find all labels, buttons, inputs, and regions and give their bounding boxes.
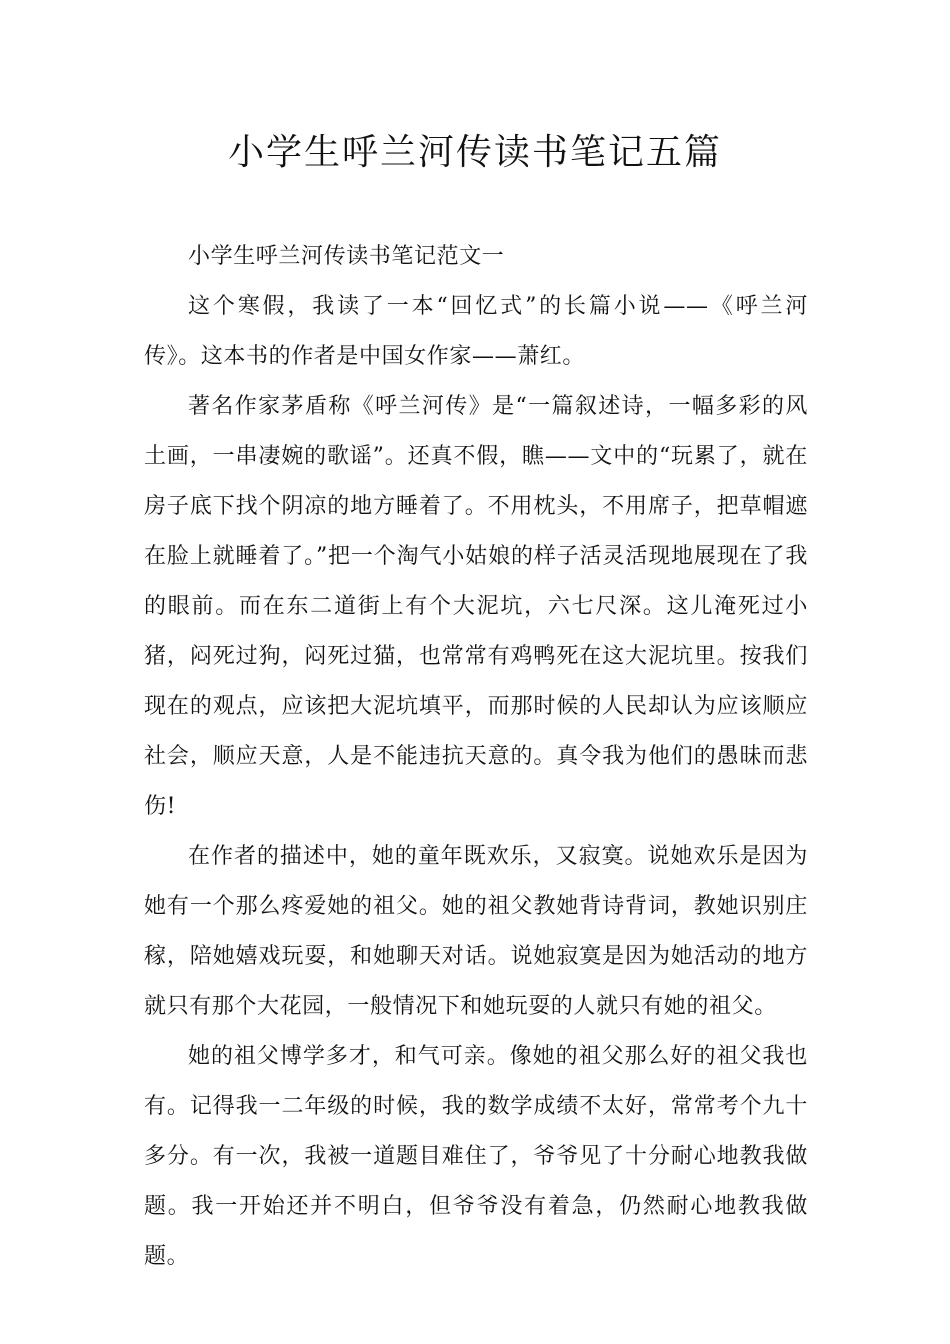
paragraph: 这个寒假，我读了一本“回忆式”的长篇小说——《呼兰河传》。这本书的作者是中国女作家——萧红。 [144, 294, 808, 369]
paragraph: 著名作家茅盾称《呼兰河传》是“一篇叙述诗，一幅多彩的风土画，一串凄婉的歌谣”。还真不假，瞧——文中的“玩累了，就在房子底下找个阴凉的地方睡着了。不用枕头，不用席子，把草帽遮在脸上就睡着了。”把一个淘气小姑娘的样子活灵活现地展现在了我的眼前。而在东二道街上有个大泥坑，六七尺深。这儿淹死过小猪，闷死过狗，闷死过猫，也常常有鸡鸭死在这大泥坑里。按我们现在的观点，应该把大泥坑填平，而那时候的人民却认为应该顺应社会，顺应天意，人是不能违抗天意的。真令我为他们的愚昧而悲伤! [144, 394, 808, 819]
paragraph: 在作者的描述中，她的童年既欢乐，又寂寞。说她欢乐是因为她有一个那么疼爱她的祖父。她的祖父教她背诗背词，教她识别庄稼，陪她嬉戏玩耍，和她聊天对话。说她寂寞是因为她活动的地方就只有那个大花园，一般情况下和她玩耍的人就只有她的祖父。 [144, 844, 808, 1019]
document-body [144, 232, 808, 1282]
document-title: 小学生呼兰河传读书笔记五篇 [227, 132, 722, 173]
section-heading: 小学生呼兰河传读书笔记范文一 [188, 244, 505, 269]
paragraph: 她的祖父博学多才，和气可亲。像她的祖父那么好的祖父我也有。记得我一二年级的时候，我的数学成绩不太好，常常考个九十多分。有一次，我被一道题目难住了，爷爷见了十分耐心地教我做题。我一开始还并不明白，但爷爷没有着急，仍然耐心地教我做题。 [144, 1044, 808, 1269]
